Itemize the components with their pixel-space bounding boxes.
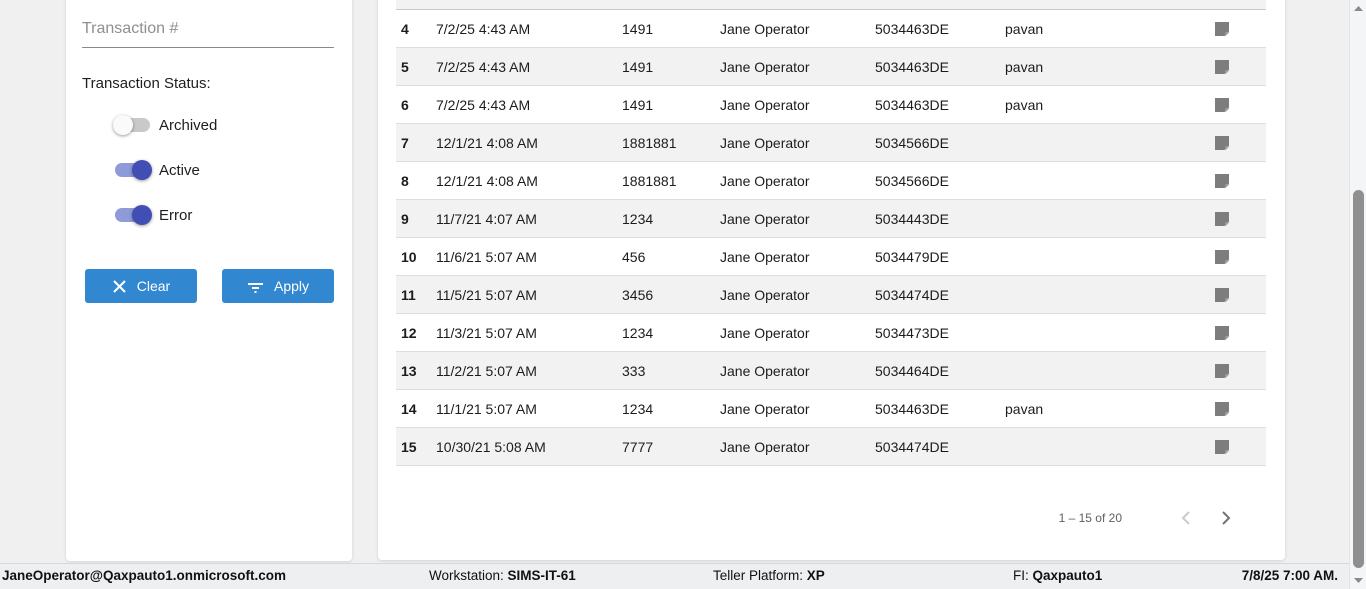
note-cell — [1205, 21, 1266, 37]
row-number-cell: 15 — [401, 438, 417, 455]
transaction-number-cell: 1234 — [622, 210, 654, 227]
apply-button-label: Apply — [273, 278, 310, 294]
fi-label: FI: — [1013, 568, 1029, 583]
transaction-number-cell: 3456 — [622, 286, 654, 303]
user-cell: pavan — [1005, 96, 1044, 113]
transaction-status-label: Transaction Status: — [82, 75, 211, 92]
datetime-cell: 11/2/21 5:07 AM — [436, 362, 537, 379]
row-number-cell: 12 — [401, 324, 417, 341]
reference-cell: 5034566DE — [875, 172, 949, 189]
table-row[interactable] — [396, 276, 1266, 314]
operator-cell: Jane Operator — [720, 438, 810, 455]
logged-in-user: JaneOperator@Qaxpauto1.onmicrosoft.com — [2, 568, 286, 583]
table-row[interactable] — [396, 314, 1266, 352]
reference-cell: 5034566DE — [875, 134, 949, 151]
note-cell — [1205, 439, 1266, 455]
user-cell: pavan — [1005, 400, 1044, 417]
operator-cell: Jane Operator — [720, 134, 810, 151]
transaction-number-cell: 1491 — [622, 58, 654, 75]
note-cell — [1205, 135, 1266, 151]
note-icon[interactable] — [1214, 287, 1230, 303]
chevron-left-icon — [1181, 511, 1191, 525]
transaction-number-cell: 1234 — [622, 400, 654, 417]
note-cell — [1205, 97, 1266, 113]
datetime-cell: 11/5/21 5:07 AM — [436, 286, 537, 303]
note-icon[interactable] — [1214, 21, 1230, 37]
table-row[interactable] — [396, 10, 1266, 48]
note-cell — [1205, 287, 1266, 303]
scrollbar-thumb[interactable] — [1353, 190, 1364, 568]
note-cell — [1205, 173, 1266, 189]
row-number-cell: 9 — [401, 210, 409, 227]
table-body — [396, 10, 1266, 466]
datetime-cell: 11/1/21 5:07 AM — [436, 400, 537, 417]
filter-icon — [247, 279, 264, 294]
reference-cell: 5034463DE — [875, 58, 949, 75]
x-mark-icon — [112, 279, 127, 294]
chevron-right-icon — [1221, 511, 1231, 525]
note-cell — [1205, 363, 1266, 379]
filter-panel — [66, 0, 352, 561]
operator-cell: Jane Operator — [720, 20, 810, 37]
transaction-number-cell: 1234 — [622, 324, 654, 341]
transaction-number-cell: 1491 — [622, 96, 654, 113]
reference-cell: 5034473DE — [875, 324, 949, 341]
apply-button[interactable] — [222, 269, 334, 303]
transaction-table — [396, 0, 1266, 466]
next-page-button[interactable] — [1206, 504, 1246, 532]
workstation-status — [429, 568, 576, 583]
note-icon[interactable] — [1214, 59, 1230, 75]
row-number-cell: 13 — [401, 362, 417, 379]
note-icon[interactable] — [1214, 439, 1230, 455]
toggle-label: Error — [159, 206, 193, 224]
fi-value: Qaxpauto1 — [1032, 568, 1103, 583]
operator-cell: Jane Operator — [720, 324, 810, 341]
row-number-cell: 6 — [401, 96, 409, 113]
transaction-number-cell: 1881881 — [622, 172, 677, 189]
user-cell: pavan — [1005, 58, 1044, 75]
reference-cell: 5034443DE — [875, 210, 949, 227]
row-number-cell: 4 — [401, 20, 409, 37]
datetime-cell: 11/7/21 4:07 AM — [436, 210, 537, 227]
note-icon[interactable] — [1214, 401, 1230, 417]
vertical-scrollbar[interactable] — [1349, 0, 1366, 589]
datetime-cell: 10/30/21 5:08 AM — [436, 438, 546, 455]
reference-cell: 5034479DE — [875, 248, 949, 265]
datetime-cell: 11/3/21 5:07 AM — [436, 324, 537, 341]
toggle-knob — [132, 205, 152, 225]
toggle-knob — [132, 160, 152, 180]
note-cell — [1205, 211, 1266, 227]
reference-cell: 5034463DE — [875, 400, 949, 417]
teller-platform-label: Teller Platform: — [713, 568, 804, 583]
note-icon[interactable] — [1214, 135, 1230, 151]
operator-cell: Jane Operator — [720, 210, 810, 227]
operator-cell: Jane Operator — [720, 172, 810, 189]
datetime-cell: 7/2/25 4:43 AM — [436, 58, 531, 75]
operator-cell: Jane Operator — [720, 96, 810, 113]
table-row[interactable] — [396, 390, 1266, 428]
datetime-cell: 7/2/25 4:43 AM — [436, 20, 531, 37]
paginator — [1059, 504, 1246, 532]
previous-page-button[interactable] — [1166, 504, 1206, 532]
transaction-number-cell: 7777 — [622, 438, 654, 455]
reference-cell: 5034474DE — [875, 286, 949, 303]
transaction-results-panel — [378, 0, 1285, 560]
reference-cell: 5034463DE — [875, 96, 949, 113]
status-toggle-row — [115, 158, 336, 182]
row-number-cell: 14 — [401, 400, 417, 417]
scroll-up-arrow-icon[interactable] — [1350, 0, 1366, 17]
row-number-cell: 5 — [401, 58, 409, 75]
note-icon[interactable] — [1214, 249, 1230, 265]
operator-cell: Jane Operator — [720, 362, 810, 379]
table-row[interactable] — [396, 86, 1266, 124]
transaction-number-cell: 333 — [622, 362, 646, 379]
teller-platform-status — [713, 568, 825, 583]
table-row[interactable] — [396, 428, 1266, 466]
note-icon[interactable] — [1214, 97, 1230, 113]
filter-actions — [82, 269, 336, 303]
toggle-switch-archived[interactable] — [115, 118, 150, 132]
table-row[interactable] — [396, 162, 1266, 200]
workstation-value: SIMS-IT-61 — [507, 568, 576, 583]
note-cell — [1205, 325, 1266, 341]
reference-cell: 5034463DE — [875, 20, 949, 37]
datetime-cell: 7/2/25 4:43 AM — [436, 96, 531, 113]
clear-button-label: Clear — [136, 278, 171, 294]
reference-cell: 5034474DE — [875, 438, 949, 455]
note-icon[interactable] — [1214, 173, 1230, 189]
status-toggle-row — [115, 203, 336, 227]
transaction-number-input[interactable] — [82, 18, 334, 48]
table-row[interactable] — [396, 238, 1266, 276]
note-icon[interactable] — [1214, 363, 1230, 379]
datetime-cell: 12/1/21 4:08 AM — [436, 172, 538, 189]
note-icon[interactable] — [1214, 325, 1230, 341]
toggle-label: Archived — [159, 116, 218, 134]
note-cell — [1205, 249, 1266, 265]
page-range-label: 1 – 15 of 20 — [1058, 511, 1122, 525]
row-number-cell: 8 — [401, 172, 409, 189]
reference-cell: 5034464DE — [875, 362, 949, 379]
user-cell: pavan — [1005, 20, 1044, 37]
toggle-switch-error[interactable] — [115, 208, 150, 222]
row-number-cell: 7 — [401, 134, 409, 151]
table-row[interactable] — [396, 200, 1266, 238]
table-row-partial — [396, 0, 1266, 10]
note-cell — [1205, 59, 1266, 75]
datetime-cell: 12/1/21 4:08 AM — [436, 134, 538, 151]
note-icon[interactable] — [1214, 211, 1230, 227]
table-row[interactable] — [396, 352, 1266, 390]
toggle-label: Active — [159, 161, 200, 179]
row-number-cell: 11 — [401, 286, 416, 303]
toggle-knob — [113, 115, 133, 135]
operator-cell: Jane Operator — [720, 400, 810, 417]
table-row[interactable] — [396, 48, 1266, 86]
row-number-cell: 10 — [401, 248, 417, 265]
datetime-cell: 11/6/21 5:07 AM — [436, 248, 537, 265]
operator-cell: Jane Operator — [720, 248, 810, 265]
clear-button[interactable] — [85, 269, 197, 303]
scroll-down-arrow-icon[interactable] — [1350, 572, 1366, 589]
table-row[interactable] — [396, 124, 1266, 162]
fi-status — [1013, 568, 1102, 583]
operator-cell: Jane Operator — [720, 286, 810, 303]
transaction-number-cell: 456 — [622, 248, 646, 265]
status-bar — [0, 563, 1349, 589]
note-cell — [1205, 401, 1266, 417]
teller-platform-value: XP — [806, 568, 825, 583]
transaction-number-cell: 1491 — [622, 20, 654, 37]
system-datetime: 7/8/25 7:00 AM. — [1241, 568, 1338, 583]
status-toggle-row — [115, 113, 336, 137]
workstation-label: Workstation: — [429, 568, 504, 583]
operator-cell: Jane Operator — [720, 58, 810, 75]
transaction-status-toggles — [82, 113, 336, 227]
transaction-number-cell: 1881881 — [622, 134, 677, 151]
toggle-switch-active[interactable] — [115, 163, 150, 177]
